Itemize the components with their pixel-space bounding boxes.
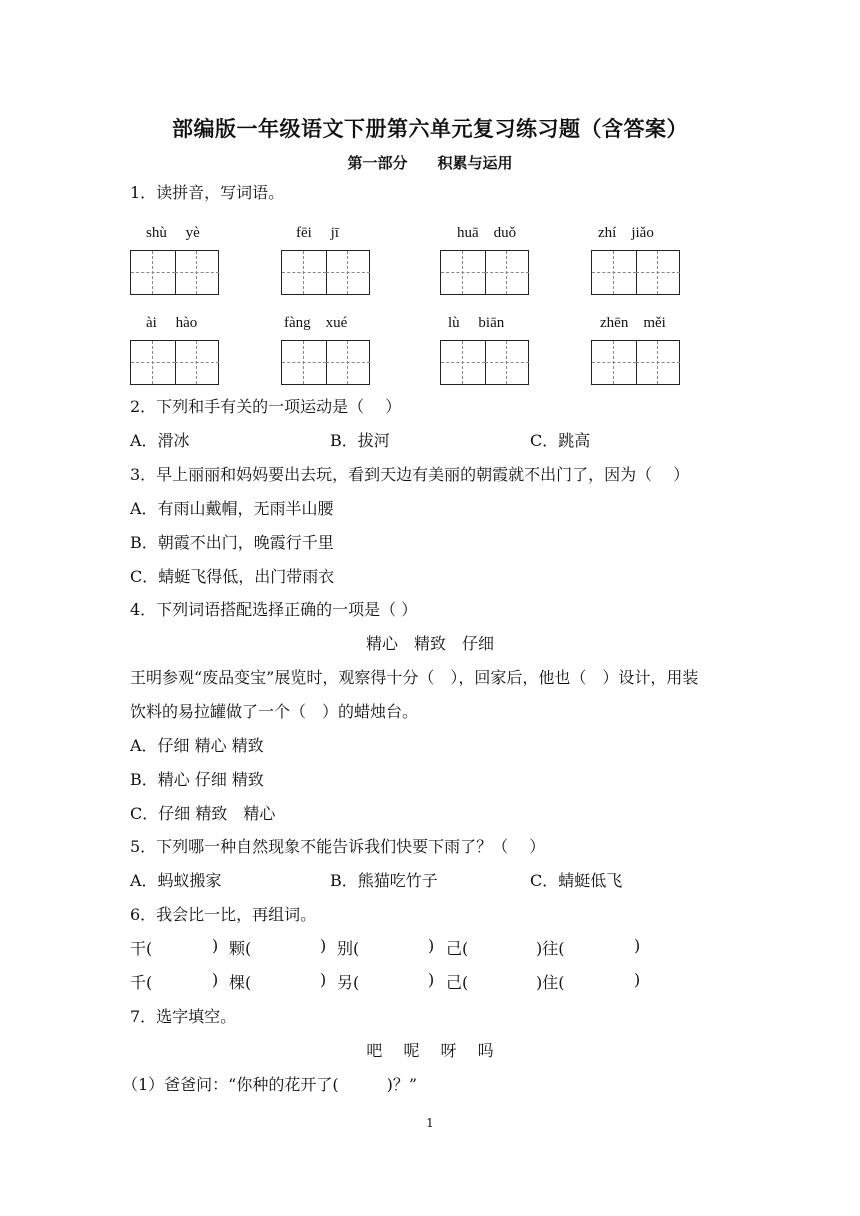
writing-grid[interactable] <box>440 340 529 385</box>
pinyin-label: fàng xué <box>284 315 348 331</box>
paren-close: ) <box>634 936 641 955</box>
page-number: 1 <box>426 1116 434 1130</box>
option-b[interactable]: B．朝霞不出门，晚霞行千里 <box>130 533 334 552</box>
option-c[interactable]: C．蜻蜓飞得低，出门带雨衣 <box>130 567 335 586</box>
writing-grid[interactable] <box>130 340 219 385</box>
document-title: 部编版一年级语文下册第六单元复习练习题（含答案） <box>172 116 688 141</box>
compare-char: 颗( <box>229 939 252 958</box>
question-3-stem: 3．早上丽丽和妈妈要出去玩，看到天边有美丽的朝霞就不出门了，因为（ ） <box>130 465 690 484</box>
writing-grid[interactable] <box>591 340 680 385</box>
passage-line: 王明参观“废品变宝”展览时，观察得十分（ ），回家后，他也（ ）设计，用装 <box>130 668 699 687</box>
question-7-stem: 7．选字填空。 <box>130 1007 237 1026</box>
pinyin-label: huā duǒ <box>457 225 517 241</box>
compare-char: 棵( <box>229 973 252 992</box>
writing-grid[interactable] <box>281 340 370 385</box>
word-bank: 吧 呢 呀 吗 <box>366 1041 494 1060</box>
compare-char: 干( <box>130 939 153 958</box>
question-2-stem: 2．下列和手有关的一项运动是（ ） <box>130 397 402 416</box>
compare-char: 另( <box>337 973 360 992</box>
paren-close: ) <box>428 970 435 989</box>
writing-grid[interactable] <box>440 250 529 295</box>
question-4-stem: 4．下列词语搭配选择正确的一项是（ ） <box>130 600 418 619</box>
option-a[interactable]: A．仔细 精心 精致 <box>130 736 264 755</box>
compare-char: )往( <box>536 939 565 958</box>
option-c[interactable]: C．蜻蜓低飞 <box>530 871 623 890</box>
pinyin-label: zhēn měi <box>600 315 666 331</box>
question-6-stem: 6．我会比一比，再组词。 <box>130 905 317 924</box>
pinyin-label: lù biān <box>448 315 505 331</box>
option-a[interactable]: A．有雨山戴帽，无雨半山腰 <box>130 499 334 518</box>
paren-close: ) <box>428 936 435 955</box>
pinyin-label: fēi jī <box>296 225 339 241</box>
pinyin-label: ài hào <box>146 315 198 331</box>
question-5-stem: 5．下列哪一种自然现象不能告诉我们快要下雨了？（ ） <box>130 837 546 856</box>
passage-line: 饮料的易拉罐做了一个（ ）的蜡烛台。 <box>130 702 419 721</box>
paren-close: ) <box>320 970 327 989</box>
fill-item: （1）爸爸问：“你种的花开了( )？” <box>122 1075 418 1094</box>
paren-close: ) <box>212 936 219 955</box>
option-a[interactable]: A．蚂蚁搬家 <box>130 871 222 890</box>
compare-char: )住( <box>536 973 565 992</box>
option-c[interactable]: C．跳高 <box>530 431 591 450</box>
option-b[interactable]: B．熊猫吃竹子 <box>330 871 438 890</box>
paren-close: ) <box>634 970 641 989</box>
compare-char: 千( <box>130 973 153 992</box>
paren-close: ) <box>212 970 219 989</box>
option-b[interactable]: B．精心 仔细 精致 <box>130 770 264 789</box>
section-heading: 第一部分 积累与运用 <box>347 154 513 172</box>
word-bank: 精心 精致 仔细 <box>365 634 494 653</box>
paren-close: ) <box>320 936 327 955</box>
pinyin-label: shù yè <box>146 225 200 241</box>
compare-char: 别( <box>337 939 360 958</box>
option-b[interactable]: B．拔河 <box>330 431 390 450</box>
question-1-stem: 1．读拼音，写词语。 <box>130 183 285 202</box>
pinyin-label: zhí jiǎo <box>598 225 654 241</box>
writing-grid[interactable] <box>130 250 219 295</box>
option-a[interactable]: A．滑冰 <box>130 431 190 450</box>
compare-char: 己( <box>446 939 469 958</box>
option-c[interactable]: C．仔细 精致 精心 <box>130 804 276 823</box>
writing-grid[interactable] <box>281 250 370 295</box>
writing-grid[interactable] <box>591 250 680 295</box>
compare-char: 己( <box>446 973 469 992</box>
